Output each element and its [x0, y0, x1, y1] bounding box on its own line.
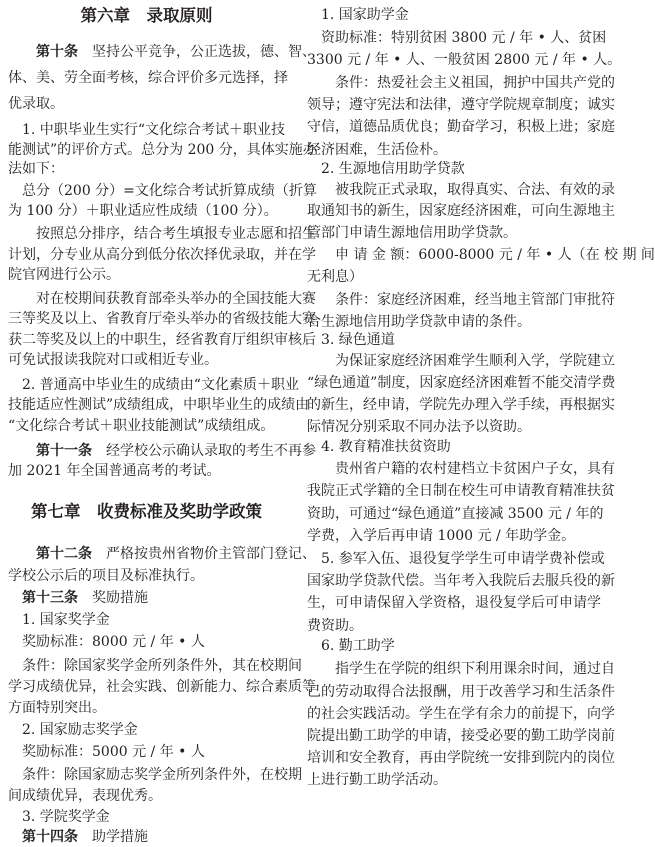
loan-condition-line-2: 合生源地信用助学贷款申请的条件。: [307, 314, 531, 330]
formula-line-2: 为 100 分）＋职业适应性成绩（100 分）。: [8, 203, 278, 219]
article-12-line-2: 学校公示后的项目及标准执行。: [8, 568, 204, 584]
article-14-label: 第十四条: [22, 829, 78, 845]
article-10-line-2: 体、美、劳全面考核，综合评价多元选择，择: [8, 70, 288, 86]
national-scholarship-title: 1. 国家奖学金: [22, 612, 110, 628]
item-1-line-1: 1. 中职毕业生实行“文化综合考试＋职业技: [22, 122, 285, 138]
national-scholarship-condition-line-1: 条件：除国家奖学金所列条件外，其在校期间: [22, 658, 302, 674]
loan-amount-line-2: 无利息）: [307, 269, 363, 285]
inspirational-scholarship-standard: 奖励标准：5000 元 / 年 • 人: [22, 744, 205, 760]
item-2-line-2: 技能适应性测试”成绩组成，中职毕业生的成绩由: [8, 397, 310, 413]
work-study-line-5: 培训和安全教育，再由学院统一安排到院内的岗位: [307, 750, 615, 766]
ranking-line-1: 按照总分排序，结合考生填报专业志愿和招生: [36, 226, 316, 242]
loan-para-line-3: 管部门申请生源地信用助学贷款。: [307, 225, 517, 241]
item-2-line-3: “文化综合考试＋职业技能测试”成绩组成。: [8, 418, 275, 434]
green-channel-line-3: 的新生，经申请，学院先办理入学手续，再根据实: [307, 397, 615, 413]
formula-line-1: 总分（200 分）=文化综合考试折算成绩（折算: [22, 183, 317, 199]
grant-condition-line-2: 领导；遵守宪法和法律，遵守学院规章制度；诚实: [307, 97, 615, 113]
grant-title: 1. 国家助学金: [321, 7, 409, 23]
grant-condition-line-4: 经济困难，生活俭朴。: [307, 142, 447, 158]
article-14-line: 第十四条 助学措施: [22, 829, 148, 845]
chapter-7-title: 第七章 收费标准及奖助学政策: [31, 502, 262, 521]
precision-aid-line-4: 学费，入学后再申请 1000 元 / 年助学金。: [307, 528, 576, 544]
article-12-label: 第十二条: [36, 546, 92, 562]
article-13-label: 第十三条: [22, 590, 78, 606]
article-10-label: 第十条: [36, 44, 78, 60]
loan-title: 2. 生源地信用助学贷款: [321, 161, 465, 177]
national-scholarship-standard: 奖励标准：8000 元 / 年 • 人: [22, 634, 205, 650]
article-10-line-3: 优录取。: [8, 96, 64, 112]
item-2-line-1: 2. 普通高中毕业生的成绩由“文化素质＋职业: [22, 377, 299, 393]
article-12-line-1: 第十二条 严格按贵州省物价主管部门登记、: [36, 546, 316, 562]
military-line-2: 国家助学贷款代偿。当年考入我院后去服兵役的新: [307, 573, 615, 589]
grant-condition-line-1: 条件：热爱社会主义祖国，拥护中国共产党的: [335, 75, 615, 91]
loan-condition-line-1: 条件：家庭经济困难，经当地主管部门审批符: [335, 292, 615, 308]
article-10-line-1: 第十条 坚持公平竞争，公正选拔，德、智、: [36, 44, 316, 60]
green-channel-title: 3. 绿色通道: [321, 332, 395, 348]
ranking-line-2: 计划，分专业从高分到低分依次择优录取，并在学: [8, 247, 316, 263]
inspirational-scholarship-condition-line-2: 间成绩优异，表现优秀。: [8, 788, 162, 804]
loan-amount-line-1: 申 请 金 额：6000-8000 元 / 年 • 人（在 校 期 间: [335, 247, 655, 263]
skills-line-2: 三等奖及以上、省教育厅牵头举办的省级技能大赛: [8, 311, 316, 327]
green-channel-line-2: “绿色通道”制度，因家庭经济困难暂不能交清学费: [307, 375, 616, 391]
military-line-4: 费资助。: [307, 618, 363, 634]
college-scholarship-title: 3. 学院奖学金: [22, 809, 110, 825]
military-line-1: 5. 参军入伍、退役复学学生可申请学费补偿或: [321, 551, 605, 567]
green-channel-line-1: 为保证家庭经济困难学生顺利入学，学院建立: [335, 353, 615, 369]
military-line-3: 生，可申请保留入学资格，退役复学后可申请学: [307, 595, 601, 611]
precision-aid-line-3: 资助，可通过“绿色通道”直接减 3500 元 / 年的: [307, 506, 604, 522]
item-1-line-3: 法如下：: [8, 161, 64, 177]
ranking-line-3: 院官网进行公示。: [8, 267, 120, 283]
grant-standard-line-2: 3300 元 / 年 • 人、一般贫困 2800 元 / 年 • 人。: [307, 52, 622, 68]
article-13-line: 第十三条 奖励措施: [22, 590, 148, 606]
inspirational-scholarship-condition-line-1: 条件：除国家励志奖学金所列条件外，在校期: [22, 767, 302, 783]
grant-condition-line-3: 守信，道德品质优良；勤奋学习，积极上进；家庭: [307, 119, 615, 135]
loan-para-line-2: 取通知书的新生，因家庭经济困难，可向生源地主: [307, 203, 615, 219]
article-11-line-1: 第十一条 经学校公示确认录取的考生不再参: [36, 443, 316, 459]
precision-aid-title: 4. 教育精准扶贫资助: [321, 439, 451, 455]
work-study-title: 6. 勤工助学: [321, 638, 395, 654]
precision-aid-line-1: 贵州省户籍的农村建档立卡贫困户子女，具有: [335, 461, 615, 477]
skills-line-1: 对在校期间获教育部牵头举办的全国技能大赛: [36, 291, 316, 307]
green-channel-line-4: 际情况分别采取不同办法予以资助。: [307, 419, 531, 435]
work-study-line-2: 己的劳动取得合法报酬，用于改善学习和生活条件: [307, 684, 615, 700]
item-1-line-2: 能测试”的评价方式。总分为 200 分，具体实施办: [8, 142, 317, 158]
chapter-6-title: 第六章 录取原则: [80, 6, 213, 25]
grant-standard-line-1: 资助标准：特别贫困 3800 元 / 年 • 人、贫困: [321, 30, 607, 46]
national-scholarship-condition-line-3: 方面特别突出。: [8, 700, 106, 716]
loan-para-line-1: 被我院正式录取，取得真实、合法、有效的录: [335, 182, 615, 198]
work-study-line-6: 上进行勤工助学活动。: [307, 772, 447, 788]
work-study-line-3: 的社会实践活动。学生在学有余力的前提下，向学: [307, 706, 615, 722]
precision-aid-line-2: 我院正式学籍的全日制在校生可申请教育精准扶贫: [307, 483, 615, 499]
article-11-line-2: 加 2021 年全国普通高考的考试。: [8, 463, 221, 479]
article-11-label: 第十一条: [36, 443, 92, 459]
work-study-line-1: 指学生在学院的组织下利用课余时间，通过自: [335, 661, 615, 677]
skills-line-3: 获二等奖及以上的中职生，经省教育厅组织审核后: [8, 332, 316, 348]
skills-line-4: 可免试报读我院对口或相近专业。: [8, 352, 218, 368]
national-scholarship-condition-line-2: 学习成绩优异，社会实践、创新能力、综合素质等: [8, 679, 316, 695]
work-study-line-4: 院提出勤工助学的申请，接受必要的勤工助学岗前: [307, 728, 615, 744]
inspirational-scholarship-title: 2. 国家励志奖学金: [22, 722, 138, 738]
